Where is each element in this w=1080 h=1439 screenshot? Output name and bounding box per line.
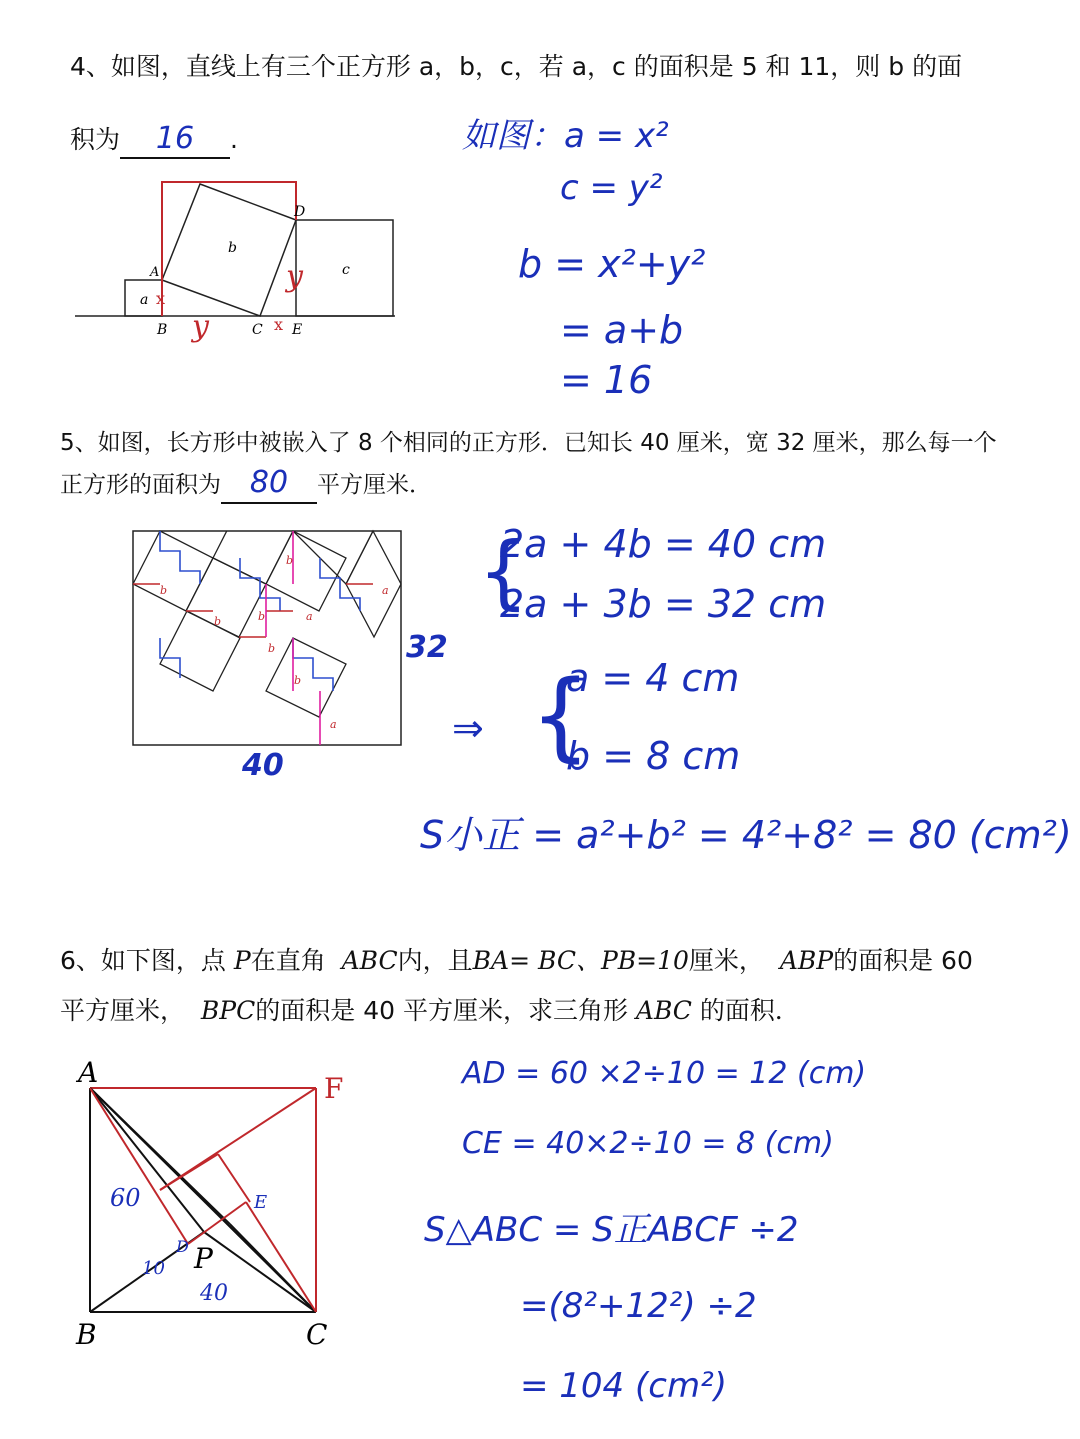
svg-text:y: y xyxy=(286,259,303,294)
problem5-width-label: 32 xyxy=(406,630,448,665)
problem4-line1: 4、如图，直线上有三个正方形 a，b，c，若 a，c 的面积是 5 和 11，则 b 的面 xyxy=(70,52,963,81)
problem4-figure xyxy=(70,170,410,350)
problem4-answer: 16 xyxy=(155,121,195,156)
svg-text:F: F xyxy=(324,1072,344,1105)
problem5-work-4: b = 8 cm xyxy=(566,734,741,778)
problem4-work-2: c = y² xyxy=(560,168,663,208)
svg-text:C: C xyxy=(306,1318,328,1351)
svg-text:P: P xyxy=(194,1242,213,1275)
svg-text:y: y xyxy=(192,309,209,344)
problem4-work-5: = 16 xyxy=(560,358,653,402)
problem4-text xyxy=(70,50,1050,84)
svg-text:D: D xyxy=(294,204,306,220)
problem5-brace-1: { xyxy=(478,525,529,618)
svg-text:b: b xyxy=(286,554,294,567)
svg-text:b: b xyxy=(258,610,266,623)
problem6-work-1: AD = 60 ×2÷10 = 12 (cm) xyxy=(462,1056,867,1091)
problem5-brace-2: { xyxy=(530,660,592,772)
svg-text:D: D xyxy=(176,1237,189,1256)
svg-text:a: a xyxy=(306,610,313,623)
problem6-line1: 6、如下图，点 P在直角 ABC内，且BA= BC、PB=10厘米， ABP的面积是 60 xyxy=(60,946,973,975)
problem5-figure xyxy=(130,528,410,750)
svg-text:40: 40 xyxy=(200,1281,228,1306)
svg-text:10: 10 xyxy=(142,1258,165,1279)
svg-text:B: B xyxy=(157,322,168,338)
svg-text:a: a xyxy=(382,584,389,597)
problem5-line1: 5、如图，长方形中被嵌入了 8 个相同的正方形．已知长 40 厘米，宽 32 厘米，那么每一个 xyxy=(60,430,997,456)
svg-text:a: a xyxy=(330,718,337,731)
problem5-work-5: S小正 = a²+b² = 4²+8² = 80 (cm²) xyxy=(420,813,1072,857)
problem4-work-4: = a+b xyxy=(560,308,684,352)
problem6-figure xyxy=(70,1054,370,1354)
svg-text:E: E xyxy=(254,1192,268,1213)
svg-text:60: 60 xyxy=(110,1184,141,1212)
svg-text:b: b xyxy=(294,674,302,687)
problem6-work-2: CE = 40×2÷10 = 8 (cm) xyxy=(462,1126,834,1161)
svg-text:a: a xyxy=(140,292,149,308)
problem5-work-1: 2a + 4b = 40 cm xyxy=(500,522,827,566)
svg-text:x: x xyxy=(156,289,166,308)
problem5-length-label: 40 xyxy=(242,748,284,783)
svg-text:b: b xyxy=(214,615,222,628)
svg-text:A: A xyxy=(150,265,160,280)
problem6-work-5: = 104 (cm²) xyxy=(520,1366,727,1406)
problem5-arrow: ⇒ xyxy=(452,706,484,750)
problem5-line2: 正方形的面积为 80 平方厘米． xyxy=(60,466,432,504)
problem5-work-2: 2a + 3b = 32 cm xyxy=(500,582,827,626)
problem6-line2: 平方厘米， BPC的面积是 40 平方厘米，求三角形 ABC 的面积． xyxy=(60,996,800,1025)
problem5-work-3: a = 4 cm xyxy=(566,656,740,700)
svg-text:x: x xyxy=(274,315,284,334)
problem4-work-1: 如图：a = x² xyxy=(462,116,669,156)
svg-text:C: C xyxy=(252,322,263,338)
problem6-work-4: =(8²+12²) ÷2 xyxy=(520,1286,757,1326)
svg-text:A: A xyxy=(78,1056,99,1089)
svg-text:b: b xyxy=(228,240,237,256)
problem4-work-3: b = x²+y² xyxy=(518,242,706,286)
svg-text:b: b xyxy=(268,642,276,655)
problem4-line2: 积为 16 . xyxy=(70,122,238,159)
svg-text:b: b xyxy=(160,584,168,597)
svg-text:E: E xyxy=(292,322,303,338)
svg-text:B: B xyxy=(76,1318,97,1351)
svg-text:c: c xyxy=(342,262,350,278)
problem5-answer: 80 xyxy=(249,465,289,500)
problem6-work-3: S△ABC = S正ABCF ÷2 xyxy=(424,1210,799,1250)
